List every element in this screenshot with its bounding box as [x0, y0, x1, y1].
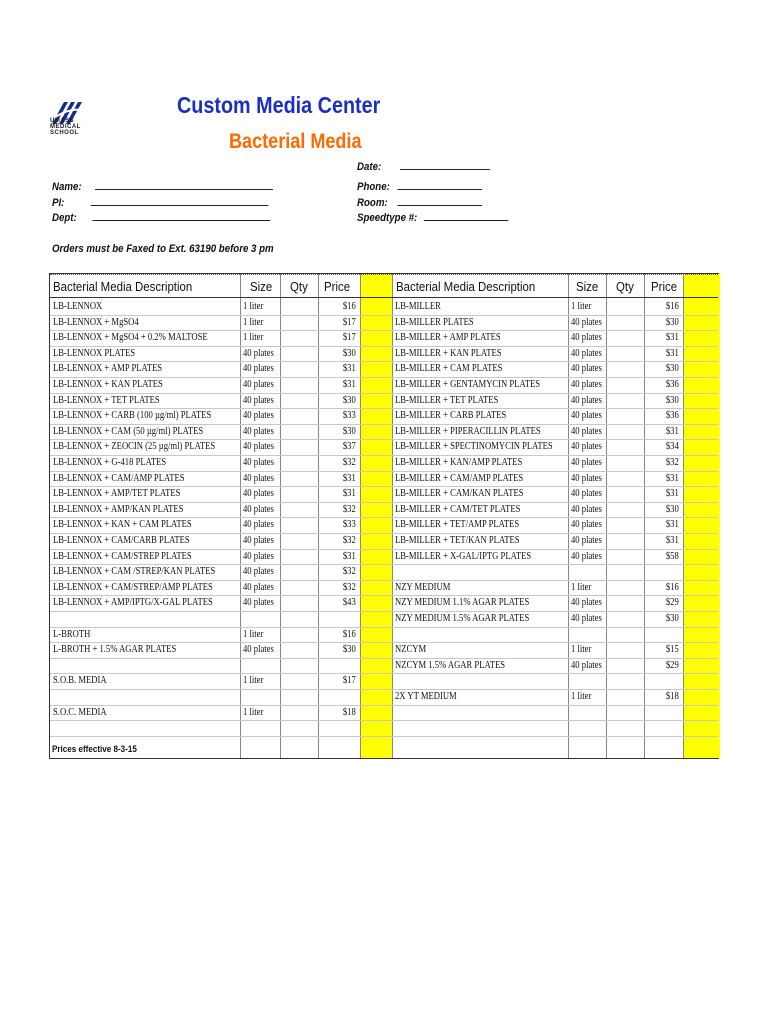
right-description-cell: LB-MILLER + SPECTINOMYCIN PLATES [395, 441, 553, 453]
right-size-cell: 40 plates [571, 316, 602, 328]
right-size-cell: 40 plates [571, 379, 602, 390]
left-price-cell: $43 [343, 597, 356, 609]
header-qty-left: Qty [290, 279, 308, 294]
row-divider [50, 720, 718, 721]
left-description-cell: LB-LENNOX + AMP PLATES [53, 363, 163, 375]
left-price-cell: $31 [343, 379, 356, 390]
right-description-cell: LB-MILLER + TET PLATES [395, 394, 499, 406]
left-description-cell: LB-LENNOX + AMP/IPTG/X-GAL PLATES [53, 597, 213, 609]
left-price-cell: $17 [343, 332, 356, 344]
right-size-cell: 40 plates [571, 613, 602, 624]
left-price-cell: $16 [343, 301, 356, 312]
left-price-cell: $32 [343, 566, 356, 578]
left-description-cell: S.O.C. MEDIA [53, 706, 107, 718]
left-price-cell: $31 [343, 550, 356, 562]
left-size-cell: 1 liter [243, 301, 264, 312]
left-price-cell: $33 [343, 410, 356, 422]
room-label: Room: [357, 197, 388, 209]
right-description-cell: LB-MILLER + CAM/TET PLATES [395, 503, 521, 515]
speedtype-field[interactable] [357, 211, 508, 224]
name-field[interactable] [52, 180, 273, 193]
left-size-cell: 40 plates [243, 519, 274, 531]
right-description-cell: LB-MILLER + TET/AMP PLATES [395, 519, 520, 531]
right-price-cell: $18 [666, 691, 679, 702]
right-description-cell: LB-MILLER + CARB PLATES [395, 410, 507, 422]
pi-field[interactable] [52, 196, 269, 209]
left-description-cell: LB-LENNOX [53, 301, 103, 312]
right-price-cell: $30 [666, 503, 679, 515]
left-description-cell: L-BROTH + 1.5% AGAR PLATES [53, 644, 177, 656]
right-description-cell: LB-MILLER + CAM/AMP PLATES [395, 472, 524, 484]
right-description-cell: LB-MILLER + AMP PLATES [395, 332, 501, 344]
room-line[interactable] [397, 196, 481, 206]
right-price-cell: $31 [666, 535, 679, 546]
right-size-cell: 40 plates [571, 363, 602, 375]
right-description-cell: NZCYM [395, 644, 427, 656]
prices-effective-note: Prices effective 8-3-15 [52, 744, 137, 755]
right-size-cell: 40 plates [571, 394, 602, 406]
row-divider [50, 705, 718, 706]
left-description-cell: LB-LENNOX + AMP/TET PLATES [53, 488, 181, 500]
right-price-cell: $58 [666, 550, 679, 562]
right-description-cell: LB-MILLER + KAN PLATES [395, 347, 502, 359]
right-size-cell: 40 plates [571, 597, 602, 609]
dept-field[interactable] [52, 211, 270, 224]
right-price-cell: $15 [666, 644, 679, 656]
logo-text [50, 118, 81, 136]
phone-field[interactable] [357, 180, 482, 193]
left-size-cell: 40 plates [243, 644, 274, 656]
left-description-cell: LB-LENNOX + MgSO4 + 0.2% MALTOSE [53, 332, 208, 344]
right-price-cell: $30 [666, 394, 679, 406]
left-price-cell: $31 [343, 488, 356, 500]
left-description-cell: LB-LENNOX + G-418 PLATES [53, 457, 167, 468]
left-price-cell: $30 [343, 644, 356, 656]
right-description-cell: NZY MEDIUM 1.5% AGAR PLATES [395, 613, 530, 624]
right-description-cell: LB-MILLER + PIPERACILLIN PLATES [395, 425, 541, 437]
right-price-cell: $30 [666, 363, 679, 375]
right-price-cell: $31 [666, 347, 679, 359]
room-field[interactable] [357, 196, 482, 209]
left-description-cell: L-BROTH [53, 628, 91, 640]
right-price-cell: $31 [666, 519, 679, 531]
price-table [49, 273, 719, 759]
phone-label: Phone: [357, 181, 390, 193]
left-description-cell: LB-LENNOX + CARB (100 µg/ml) PLATES [53, 410, 212, 422]
right-price-cell: $31 [666, 472, 679, 484]
left-description-cell: LB-LENNOX + KAN PLATES [53, 379, 163, 390]
right-price-cell: $29 [666, 597, 679, 609]
right-size-cell: 40 plates [571, 472, 602, 484]
right-description-cell: LB-MILLER + GENTAMYCIN PLATES [395, 379, 541, 390]
right-size-cell: 1 liter [571, 301, 592, 312]
right-size-cell: 40 plates [571, 488, 602, 500]
left-size-cell: 40 plates [243, 503, 274, 515]
header-bottom-rule [50, 297, 718, 298]
left-price-cell: $16 [343, 628, 356, 640]
left-price-cell: $17 [343, 316, 356, 328]
right-size-cell: 40 plates [571, 441, 602, 453]
name-line[interactable] [95, 180, 273, 190]
right-size-cell: 40 plates [571, 332, 602, 344]
right-description-cell: LB-MILLER + X-GAL/IPTG PLATES [395, 550, 532, 562]
left-size-cell: 40 plates [243, 550, 274, 562]
left-price-cell: $32 [343, 581, 356, 593]
right-description-cell: 2X YT MEDIUM [395, 691, 457, 702]
row-divider [50, 736, 718, 737]
row-divider [50, 315, 718, 316]
right-size-cell: 1 liter [571, 644, 592, 656]
left-description-cell: LB-LENNOX + CAM/STREP PLATES [53, 550, 192, 562]
dept-label: Dept: [52, 212, 77, 224]
right-size-cell: 40 plates [571, 550, 602, 562]
pi-line[interactable] [91, 196, 269, 206]
order-note: Orders must be Faxed to Ext. 63190 before 3 pm [52, 243, 274, 255]
right-price-cell: $29 [666, 659, 679, 671]
header-description-right: Bacterial Media Description [396, 279, 536, 294]
left-description-cell: LB-LENNOX PLATES [53, 347, 136, 359]
header-size-left: Size [250, 279, 273, 294]
row-divider [50, 627, 718, 628]
right-size-cell: 40 plates [571, 347, 602, 359]
left-size-cell: 40 plates [243, 363, 274, 375]
left-size-cell: 1 liter [243, 628, 264, 640]
name-label: Name: [52, 181, 82, 193]
header-rule [50, 274, 718, 276]
left-description-cell: LB-LENNOX + ZEOCIN (25 µg/ml) PLATES [53, 441, 216, 453]
speedtype-line[interactable] [423, 211, 507, 221]
right-price-cell: $32 [666, 457, 679, 468]
right-description-cell: LB-MILLER + CAM/KAN PLATES [395, 488, 524, 500]
left-description-cell: LB-LENNOX + CAM /STREP/KAN PLATES [53, 566, 216, 578]
left-description-cell: LB-LENNOX + KAN + CAM PLATES [53, 519, 192, 531]
right-description-cell: LB-MILLER [395, 301, 441, 312]
right-price-cell: $34 [666, 441, 679, 453]
row-divider [50, 658, 718, 659]
left-size-cell: 40 plates [243, 457, 274, 468]
right-price-cell: $31 [666, 425, 679, 437]
right-size-cell: 1 liter [571, 581, 592, 593]
left-size-cell: 1 liter [243, 675, 264, 687]
right-description-cell: LB-MILLER + TET/KAN PLATES [395, 535, 520, 546]
pi-label: PI: [52, 197, 65, 209]
header-price-right: Price [651, 279, 678, 294]
left-price-cell: $30 [343, 394, 356, 406]
date-line[interactable] [400, 160, 490, 170]
right-price-cell: $36 [666, 379, 679, 390]
left-price-cell: $30 [343, 425, 356, 437]
left-size-cell: 40 plates [243, 535, 274, 546]
right-price-cell: $36 [666, 410, 679, 422]
row-divider [50, 689, 718, 690]
left-price-cell: $32 [343, 457, 356, 468]
row-divider [50, 346, 718, 347]
right-description-cell: NZY MEDIUM [395, 581, 451, 593]
right-size-cell: 40 plates [571, 659, 602, 671]
left-size-cell: 1 liter [243, 316, 264, 328]
right-description-cell: LB-MILLER + KAN/AMP PLATES [395, 457, 523, 468]
left-size-cell: 40 plates [243, 379, 274, 390]
row-divider [50, 611, 718, 612]
right-description-cell: NZY MEDIUM 1.1% AGAR PLATES [395, 597, 530, 609]
left-description-cell: LB-LENNOX + CAM/CARB PLATES [53, 535, 190, 546]
left-size-cell: 1 liter [243, 706, 264, 718]
left-price-cell: $32 [343, 503, 356, 515]
right-description-cell: LB-MILLER PLATES [395, 316, 474, 328]
left-price-cell: $31 [343, 472, 356, 484]
dept-line[interactable] [93, 211, 271, 221]
right-size-cell: 40 plates [571, 425, 602, 437]
logo-text-line: MEDICAL [50, 124, 81, 130]
left-price-cell: $37 [343, 441, 356, 453]
right-size-cell: 40 plates [571, 519, 602, 531]
left-description-cell: S.O.B. MEDIA [53, 675, 107, 687]
left-size-cell: 40 plates [243, 441, 274, 453]
left-price-cell: $18 [343, 706, 356, 718]
left-size-cell: 40 plates [243, 566, 274, 578]
left-size-cell: 40 plates [243, 488, 274, 500]
logo-text-line: SCHOOL [50, 130, 79, 136]
page-subtitle: Bacterial Media [229, 130, 362, 153]
right-size-cell: 1 liter [571, 691, 592, 702]
left-price-cell: $30 [343, 347, 356, 359]
right-size-cell: 40 plates [571, 503, 602, 515]
left-size-cell: 40 plates [243, 597, 274, 609]
page-title: Custom Media Center [177, 92, 381, 118]
date-label: Date: [357, 161, 382, 173]
left-price-cell: $17 [343, 675, 356, 687]
header-description-left: Bacterial Media Description [53, 279, 193, 294]
left-size-cell: 40 plates [243, 347, 274, 359]
left-description-cell: LB-LENNOX + CAM (50 µg/ml) PLATES [53, 425, 204, 437]
right-size-cell: 40 plates [571, 457, 602, 468]
header-price-left: Price [324, 279, 351, 294]
left-description-cell: LB-LENNOX + CAM/STREP/AMP PLATES [53, 581, 213, 593]
right-description-cell: NZCYM 1.5% AGAR PLATES [395, 659, 506, 671]
left-price-cell: $33 [343, 519, 356, 531]
left-size-cell: 40 plates [243, 425, 274, 437]
logo-text-line: UMASS [50, 118, 75, 124]
left-price-cell: $31 [343, 363, 356, 375]
header-qty-right: Qty [616, 279, 634, 294]
right-size-cell: 40 plates [571, 410, 602, 422]
left-size-cell: 40 plates [243, 410, 274, 422]
left-description-cell: LB-LENNOX + MgSO4 [53, 316, 139, 328]
left-size-cell: 40 plates [243, 581, 274, 593]
left-description-cell: LB-LENNOX + CAM/AMP PLATES [53, 472, 185, 484]
right-price-cell: $30 [666, 613, 679, 624]
right-size-cell: 40 plates [571, 535, 602, 546]
right-price-cell: $16 [666, 581, 679, 593]
left-description-cell: LB-LENNOX + TET PLATES [53, 394, 160, 406]
right-price-cell: $16 [666, 301, 679, 312]
speedtype-label: Speedtype #: [357, 212, 418, 224]
right-description-cell: LB-MILLER + CAM PLATES [395, 363, 503, 375]
left-size-cell: 40 plates [243, 472, 274, 484]
phone-line[interactable] [398, 180, 482, 190]
right-price-cell: $30 [666, 316, 679, 328]
header-size-right: Size [576, 279, 599, 294]
left-size-cell: 40 plates [243, 394, 274, 406]
row-divider [50, 673, 718, 674]
left-size-cell: 1 liter [243, 332, 264, 344]
left-description-cell: LB-LENNOX + AMP/KAN PLATES [53, 503, 184, 515]
right-price-cell: $31 [666, 332, 679, 344]
left-price-cell: $32 [343, 535, 356, 546]
date-field[interactable] [357, 160, 490, 173]
right-price-cell: $31 [666, 488, 679, 500]
